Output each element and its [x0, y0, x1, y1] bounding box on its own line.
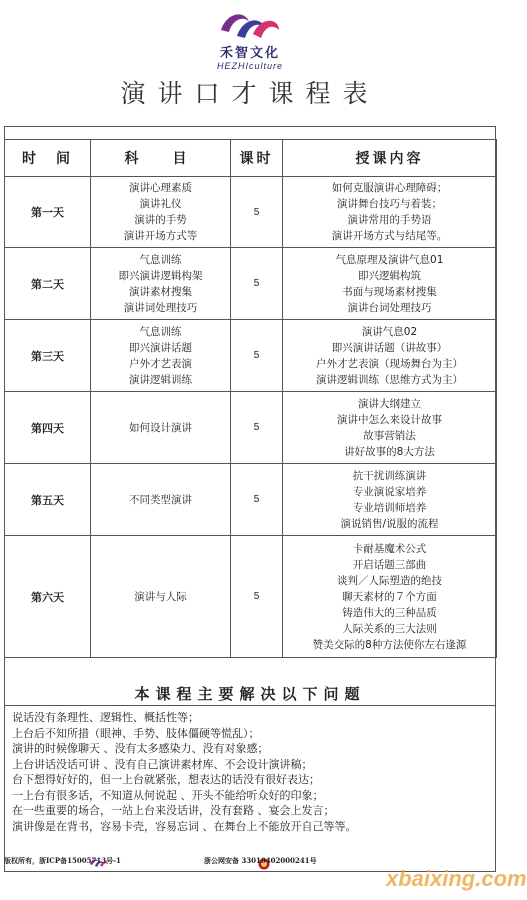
hours-cell: 5	[231, 248, 283, 320]
problem-item: 演讲的时候像聊天 、没有太多感染力、没有对象感；	[12, 742, 269, 755]
subject-item: 演讲词处理技巧	[123, 301, 198, 314]
subject-item: 户外才艺表演	[129, 357, 192, 370]
subject-item: 演讲礼仪	[139, 198, 182, 210]
subject-cell	[91, 536, 231, 658]
day-cell: 第二天	[5, 248, 91, 320]
hours-cell: 5	[231, 177, 283, 248]
brand-logo	[0, 8, 500, 71]
table-row	[5, 536, 497, 658]
subject-item: 演讲的手势	[134, 214, 187, 226]
content-item: 演讲气息02	[361, 325, 418, 338]
day-cell: 第一天	[5, 177, 91, 248]
problems-list	[12, 710, 492, 834]
subject-item: 即兴演讲话题	[129, 341, 192, 354]
hours-cell: 5	[231, 392, 283, 464]
subject-item: 即兴演讲逻辑构架	[118, 269, 203, 282]
content-item: 卡耐基魔术公式	[352, 542, 427, 555]
brand-name: 禾智文化	[219, 46, 280, 61]
content-item: 故事营销法	[363, 429, 416, 442]
subject-item: 如何设计演讲	[129, 421, 192, 434]
watermark: xbaixing.com	[386, 866, 527, 891]
problems-title: 本课程主要解决以下问题	[134, 685, 366, 703]
police-record-text: 浙公网安备 33010402000241号	[204, 856, 317, 865]
subject-cell	[91, 464, 231, 536]
subject-cell	[91, 177, 231, 248]
content-item: 演讲台词处理技巧	[347, 301, 432, 314]
content-cell	[283, 320, 497, 392]
content-item: 赞美交际的8种方法使你左右逢源	[312, 638, 467, 651]
content-item: 演讲大纲建立	[358, 397, 421, 410]
page-title: 演讲口才课程表	[120, 79, 380, 108]
content-item: 演讲常用的手势语	[347, 214, 432, 226]
hours-cell: 5	[231, 464, 283, 536]
subject-cell	[91, 392, 231, 464]
content-item: 即兴逻辑构筑	[358, 269, 421, 282]
content-item: 户外才艺表演（现场舞台为主）	[316, 357, 463, 370]
content-cell	[283, 392, 497, 464]
problem-item: 台下想得好好的，但一上台就紧张，想表达的话没有很好表达；	[12, 773, 320, 786]
subject-item: 不同类型演讲	[129, 493, 192, 506]
day-cell: 第四天	[5, 392, 91, 464]
problem-item: 上台后不知所措（眼神、手势、肢体僵硬等慌乱）；	[12, 726, 260, 740]
table-header-row	[5, 140, 497, 177]
content-item: 演说销售/说服的流程	[340, 517, 439, 530]
content-item: 即兴演讲话题（讲故事）	[331, 341, 448, 354]
content-item: 抗干扰训练演讲	[352, 469, 427, 482]
table-row	[5, 392, 497, 464]
subject-item: 演讲心理素质	[129, 182, 192, 194]
subject-item: 演讲逻辑训练	[129, 373, 192, 386]
content-item: 演讲中怎么来设计故事	[337, 413, 442, 426]
header-time: 时 间	[5, 140, 91, 177]
subject-item: 气息训练	[139, 325, 182, 338]
content-item: 讲好故事的8大方法	[344, 445, 435, 458]
subject-item: 演讲素材搜集	[129, 285, 192, 298]
subject-item: 气息训练	[139, 253, 182, 266]
subject-item: 演讲与人际	[134, 590, 187, 603]
content-cell	[283, 177, 497, 248]
table-row	[5, 320, 497, 392]
problem-item: 演讲像是在背书，容易卡壳，容易忘词 、在舞台上不能放开自己等等。	[12, 819, 357, 833]
day-cell: 第五天	[5, 464, 91, 536]
content-item: 专业演说家培养	[352, 485, 427, 498]
day-cell: 第六天	[5, 536, 91, 658]
content-item: 演讲逻辑训练（思维方式为主）	[316, 373, 463, 386]
copyright-text: 版权所有，浙ICP备15005713号-1	[4, 856, 121, 865]
content-item: 演讲舞台技巧与着装；	[337, 198, 442, 210]
problem-item: 说话没有条理性、逻辑性、概括性等；	[12, 711, 199, 724]
content-cell	[283, 248, 497, 320]
content-item: 聊天素材的７个方面	[342, 590, 437, 603]
course-table	[4, 139, 497, 658]
content-item: 专业培训师培养	[352, 501, 427, 514]
divider	[4, 705, 496, 706]
hours-cell: 5	[231, 320, 283, 392]
problem-item: 在一些重要的场合，一站上台来没话讲，没有套路 、宴会上发言；	[12, 804, 335, 817]
header-subject: 科 目	[91, 140, 231, 177]
content-item: 谈判／人际塑造的绝技	[337, 574, 442, 587]
content-item: 如何克服演讲心理障碍；	[331, 182, 448, 194]
content-cell	[283, 536, 497, 658]
content-cell	[283, 464, 497, 536]
table-row	[5, 248, 497, 320]
day-cell: 第三天	[5, 320, 91, 392]
header-hours: 课时	[231, 140, 283, 177]
problem-item: 上台讲话没话可讲 、没有自己演讲素材库、不会设计演讲稿；	[12, 757, 313, 771]
content-item: 气息原理及演讲气息01	[335, 253, 444, 266]
subject-item: 演讲开场方式等	[123, 230, 198, 242]
subject-cell	[91, 248, 231, 320]
brand-name-en: HEZHIculture	[216, 61, 283, 71]
table-row	[5, 464, 497, 536]
hours-cell: 5	[231, 536, 283, 658]
table-row	[5, 177, 497, 248]
content-item: 演讲开场方式与结尾等。	[331, 230, 448, 242]
content-item: 书面与现场素材搜集	[342, 285, 437, 298]
subject-cell	[91, 320, 231, 392]
problem-item: 一上台有很多话，不知道从何说起 、开头不能给听众好的印象；	[12, 788, 324, 802]
content-item: 人际关系的三大法则	[342, 622, 437, 635]
brand-logo-icon	[215, 8, 285, 44]
content-item: 铸造伟大的三种品质	[342, 606, 437, 619]
content-item: 开启话题三部曲	[352, 558, 427, 571]
header-content: 授课内容	[283, 140, 497, 177]
